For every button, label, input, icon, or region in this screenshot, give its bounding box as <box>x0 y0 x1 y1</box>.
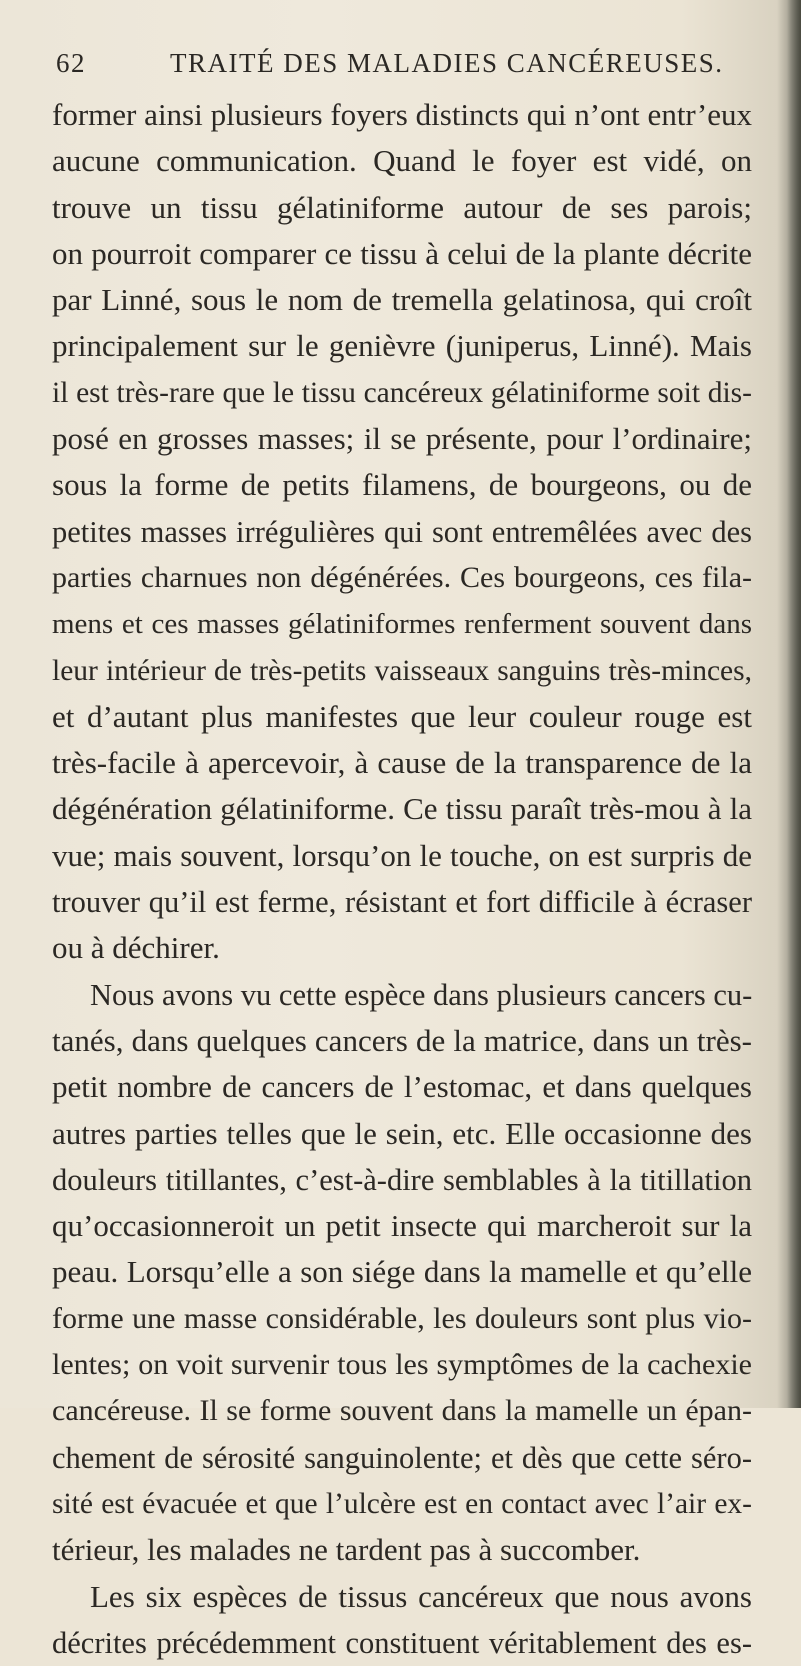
text-line: vue; mais souvent, lorsqu’on le touche, on est surpris de <box>52 837 752 873</box>
text-line: cancéreuse. Il se forme souvent dans la mamelle un épan- <box>52 1394 752 1428</box>
text-line: douleurs titillantes, c’est-à-dire semblables à la titillation <box>52 1162 752 1197</box>
page-header <box>52 48 752 88</box>
text-line: très-facile à apercevoir, à cause de la transparence de la <box>52 745 752 781</box>
text-line: il est très-rare que le tissu cancéreux gélatiniforme soit dis- <box>52 376 752 409</box>
text-line: posé en grosses masses; il se présente, pour l’ordinaire; <box>52 421 752 457</box>
page-edge-shadow <box>787 0 801 1408</box>
text-line: sité est évacuée et que l’ulcère est en contact avec l’air ex- <box>52 1487 752 1520</box>
text-line: trouver qu’il est ferme, résistant et fort difficile à écraser <box>52 885 752 920</box>
running-title: TRAITÉ DES MALADIES CANCÉREUSES. <box>170 48 724 78</box>
text-line: sous la forme de petits filamens, de bourgeons, ou de <box>52 467 752 503</box>
text-line: décrites précédemment constituent véritablement des es- <box>52 1625 752 1660</box>
text-line: chement de sérosité sanguinolente; et dès que cette séro- <box>52 1440 752 1475</box>
text-line: lentes; on voit survenir tous les symptômes de la cachexie <box>52 1348 752 1382</box>
page-number: 62 <box>56 48 86 78</box>
paragraph-start-line: Nous avons vu cette espèce dans plusieurs cancers cu- <box>90 977 753 1012</box>
text-line: et d’autant plus manifestes que leur couleur rouge est <box>52 698 752 734</box>
text-line: former ainsi plusieurs foyers distincts qui n’ont entr’eux <box>52 97 752 132</box>
text-line: autres parties telles que le sein, etc. Elle occasionne des <box>52 1115 752 1151</box>
text-line: parties charnues non dégénérées. Ces bourgeons, ces fila- <box>52 560 752 594</box>
text-line: aucune communication. Quand le foyer est vidé, on <box>52 143 752 179</box>
text-line: ou à déchirer. <box>52 930 220 966</box>
text-line: forme une masse considérable, les douleurs sont plus vio- <box>52 1301 752 1335</box>
text-line: tanés, dans quelques cancers de la matrice, dans un très- <box>52 1022 752 1058</box>
paragraph-start-line: Les six espèces de tissus cancéreux que nous avons <box>90 1578 752 1614</box>
text-line: petit nombre de cancers de l’estomac, et dans quelques <box>52 1069 752 1105</box>
body-text <box>52 92 752 1666</box>
text-line: peau. Lorsqu’elle a son siége dans la mamelle et qu’elle <box>52 1254 752 1290</box>
text-line: térieur, les malades ne tardent pas à succomber. <box>52 1532 641 1568</box>
text-line: on pourroit comparer ce tissu à celui de la plante décrite <box>52 235 752 271</box>
text-line: petites masses irrégulières qui sont entremêlées avec des <box>52 514 752 549</box>
text-line: dégénération gélatiniforme. Ce tissu paraît très-mou à la <box>52 791 752 827</box>
text-line: mens et ces masses gélatiniformes renferment souvent dans <box>52 608 752 641</box>
text-line: principalement sur le genièvre (juniperus, Linné). Mais <box>52 328 752 364</box>
text-line: trouve un tissu gélatiniforme autour de ses parois; <box>52 189 752 225</box>
text-line: qu’occasionneroit un petit insecte qui marcheroit sur la <box>52 1208 752 1244</box>
text-line: leur intérieur de très-petits vaisseaux sanguins très-minces, <box>52 654 752 687</box>
text-line: par Linné, sous le nom de tremella gelatinosa, qui croît <box>52 282 752 318</box>
